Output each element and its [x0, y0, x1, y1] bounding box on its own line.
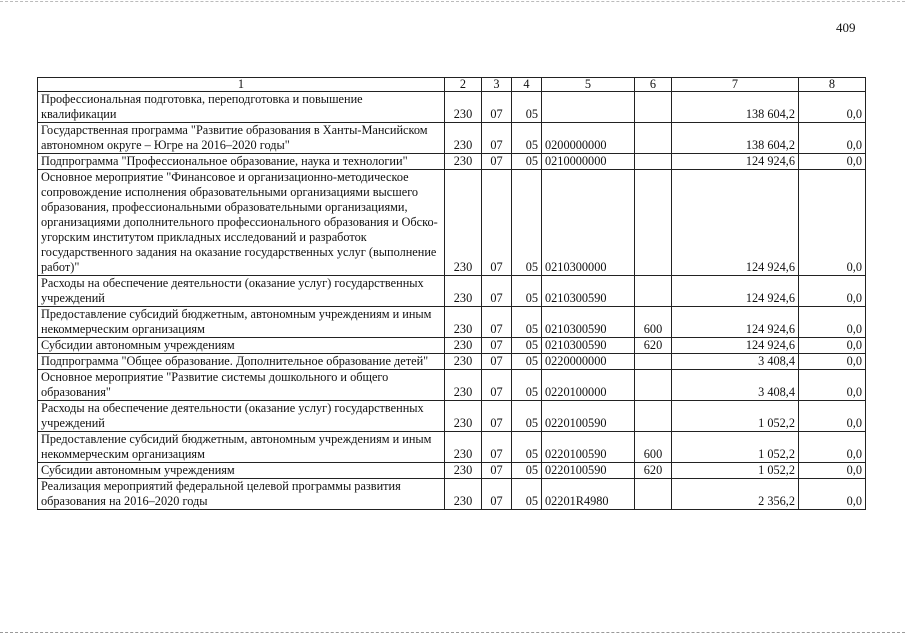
code-cell: 230: [445, 370, 482, 401]
column-header: 1: [38, 78, 445, 92]
header-row: [38, 78, 866, 92]
target-article-cell: 0210300590: [542, 276, 635, 307]
code-cell: 230: [445, 354, 482, 370]
target-article-cell: 0220100000: [542, 370, 635, 401]
subsection-cell: 05: [512, 123, 542, 154]
amount-cell: 124 924,6: [672, 307, 799, 338]
column-header: 7: [672, 78, 799, 92]
target-article-cell: 02201R4980: [542, 479, 635, 510]
table-row: [38, 123, 866, 154]
target-article-cell: 0220100590: [542, 463, 635, 479]
page-number: 409: [836, 20, 856, 35]
section-cell: 07: [482, 401, 512, 432]
target-article-cell: 0210300590: [542, 338, 635, 354]
table-row: [38, 370, 866, 401]
amount-cell: 124 924,6: [672, 338, 799, 354]
subsection-cell: 05: [512, 432, 542, 463]
column-header: 5: [542, 78, 635, 92]
amount-cell: 0,0: [799, 432, 866, 463]
column-header: 8: [799, 78, 866, 92]
row-name-cell: Реализация мероприятий федеральной целевой программы развития образования на 2016–2020 годы: [38, 479, 445, 510]
code-cell: 230: [445, 123, 482, 154]
target-article-cell: 0210000000: [542, 154, 635, 170]
column-header: 3: [482, 78, 512, 92]
row-name-cell: Подпрограмма "Общее образование. Дополнительное образование детей": [38, 354, 445, 370]
table-row: [38, 170, 866, 276]
row-name-cell: Субсидии автономным учреждениям: [38, 463, 445, 479]
expense-type-cell: [635, 354, 672, 370]
expense-type-cell: [635, 123, 672, 154]
subsection-cell: 05: [512, 479, 542, 510]
subsection-cell: 05: [512, 354, 542, 370]
amount-cell: 0,0: [799, 307, 866, 338]
amount-cell: 3 408,4: [672, 354, 799, 370]
row-name-cell: Расходы на обеспечение деятельности (оказание услуг) государственных учреждений: [38, 276, 445, 307]
table-body: [38, 92, 866, 510]
expense-type-cell: [635, 170, 672, 276]
table-row: [38, 354, 866, 370]
amount-cell: 0,0: [799, 401, 866, 432]
section-cell: 07: [482, 432, 512, 463]
amount-cell: 0,0: [799, 370, 866, 401]
code-cell: 230: [445, 92, 482, 123]
table-row: [38, 307, 866, 338]
code-cell: 230: [445, 432, 482, 463]
subsection-cell: 05: [512, 276, 542, 307]
amount-cell: 124 924,6: [672, 276, 799, 307]
section-cell: 07: [482, 154, 512, 170]
code-cell: 230: [445, 307, 482, 338]
table-row: [38, 92, 866, 123]
row-name-cell: Предоставление субсидий бюджетным, автономным учреждениям и иным некоммерческим организациям: [38, 307, 445, 338]
subsection-cell: 05: [512, 338, 542, 354]
amount-cell: 0,0: [799, 123, 866, 154]
expense-type-cell: 600: [635, 432, 672, 463]
subsection-cell: 05: [512, 154, 542, 170]
amount-cell: 124 924,6: [672, 170, 799, 276]
code-cell: 230: [445, 154, 482, 170]
column-header: 6: [635, 78, 672, 92]
code-cell: 230: [445, 401, 482, 432]
amount-cell: 0,0: [799, 154, 866, 170]
row-name-cell: Субсидии автономным учреждениям: [38, 338, 445, 354]
code-cell: 230: [445, 338, 482, 354]
row-name-cell: Подпрограмма "Профессиональное образование, наука и технологии": [38, 154, 445, 170]
column-header: 2: [445, 78, 482, 92]
section-cell: 07: [482, 170, 512, 276]
section-cell: 07: [482, 370, 512, 401]
row-name-cell: Государственная программа "Развитие образования в Ханты-Мансийском автономном округе – Югре на 2016–2020 годы": [38, 123, 445, 154]
amount-cell: 0,0: [799, 463, 866, 479]
expense-type-cell: [635, 401, 672, 432]
amount-cell: 2 356,2: [672, 479, 799, 510]
expense-type-cell: 620: [635, 338, 672, 354]
amount-cell: 0,0: [799, 92, 866, 123]
subsection-cell: 05: [512, 370, 542, 401]
target-article-cell: 0210300590: [542, 307, 635, 338]
section-cell: 07: [482, 276, 512, 307]
table-row: [38, 401, 866, 432]
expense-type-cell: [635, 276, 672, 307]
target-article-cell: 0220100590: [542, 401, 635, 432]
section-cell: 07: [482, 338, 512, 354]
target-article-cell: 0220000000: [542, 354, 635, 370]
amount-cell: 1 052,2: [672, 401, 799, 432]
amount-cell: 0,0: [799, 170, 866, 276]
amount-cell: 124 924,6: [672, 154, 799, 170]
row-name-cell: Расходы на обеспечение деятельности (оказание услуг) государственных учреждений: [38, 401, 445, 432]
expense-type-cell: [635, 154, 672, 170]
subsection-cell: 05: [512, 463, 542, 479]
table-row: [38, 338, 866, 354]
row-name-cell: Основное мероприятие "Развитие системы дошкольного и общего образования": [38, 370, 445, 401]
subsection-cell: 05: [512, 307, 542, 338]
section-cell: 07: [482, 307, 512, 338]
amount-cell: 1 052,2: [672, 463, 799, 479]
code-cell: 230: [445, 463, 482, 479]
amount-cell: 0,0: [799, 354, 866, 370]
row-name-cell: Предоставление субсидий бюджетным, автономным учреждениям и иным некоммерческим организациям: [38, 432, 445, 463]
budget-table: [37, 77, 866, 510]
table-row: [38, 432, 866, 463]
amount-cell: 1 052,2: [672, 432, 799, 463]
amount-cell: 0,0: [799, 338, 866, 354]
code-cell: 230: [445, 170, 482, 276]
bottom-scan-rule: [0, 632, 905, 633]
subsection-cell: 05: [512, 92, 542, 123]
target-article-cell: 0200000000: [542, 123, 635, 154]
table-row: [38, 463, 866, 479]
expense-type-cell: 600: [635, 307, 672, 338]
target-article-cell: [542, 92, 635, 123]
amount-cell: 0,0: [799, 276, 866, 307]
table-row: [38, 154, 866, 170]
section-cell: 07: [482, 354, 512, 370]
section-cell: 07: [482, 479, 512, 510]
table-row: [38, 276, 866, 307]
top-scan-rule: [0, 1, 905, 2]
subsection-cell: 05: [512, 170, 542, 276]
target-article-cell: 0210300000: [542, 170, 635, 276]
subsection-cell: 05: [512, 401, 542, 432]
row-name-cell: Основное мероприятие "Финансовое и организационно-методическое сопровождение исполнения образовательными организациями высшего образования, профессиональными образовательными организациями, организациями дополнительного профессионального образования и Обско-угорским институтом прикладных исследований и разработок государственного задания на оказание государственных услуг (выполнение работ)": [38, 170, 445, 276]
amount-cell: 138 604,2: [672, 123, 799, 154]
amount-cell: 3 408,4: [672, 370, 799, 401]
target-article-cell: 0220100590: [542, 432, 635, 463]
code-cell: 230: [445, 479, 482, 510]
table-row: [38, 479, 866, 510]
code-cell: 230: [445, 276, 482, 307]
expense-type-cell: [635, 370, 672, 401]
row-name-cell: Профессиональная подготовка, переподготовка и повышение квалификации: [38, 92, 445, 123]
expense-type-cell: 620: [635, 463, 672, 479]
expense-type-cell: [635, 479, 672, 510]
section-cell: 07: [482, 92, 512, 123]
amount-cell: 0,0: [799, 479, 866, 510]
section-cell: 07: [482, 463, 512, 479]
column-header: 4: [512, 78, 542, 92]
section-cell: 07: [482, 123, 512, 154]
amount-cell: 138 604,2: [672, 92, 799, 123]
expense-type-cell: [635, 92, 672, 123]
